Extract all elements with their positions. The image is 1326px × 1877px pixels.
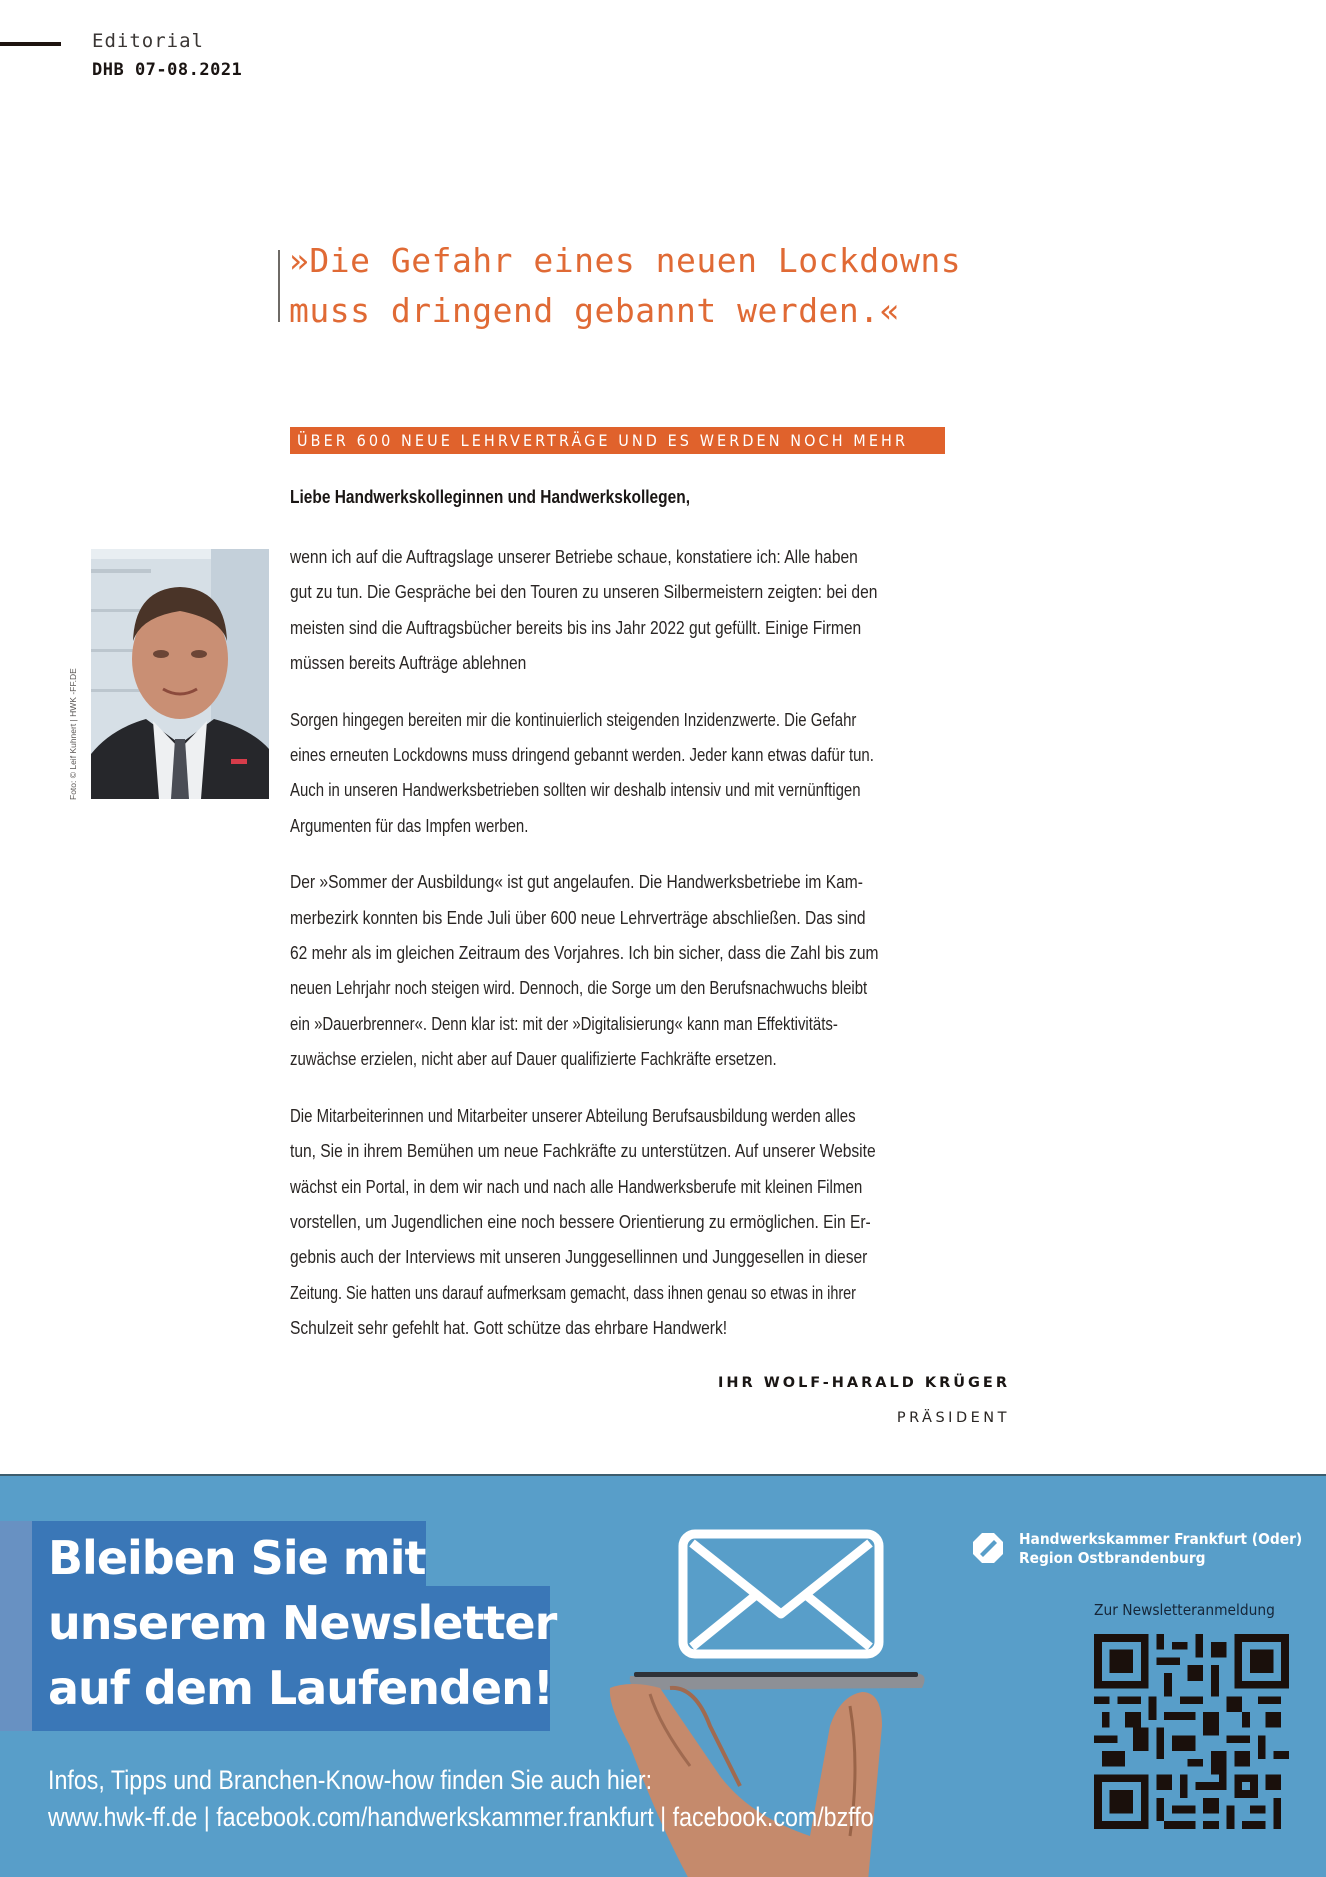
text-line: tun, Sie in ihrem Bemühen um neue Fachkräfte zu unterstützen. Auf unserer Website bbox=[290, 1141, 876, 1162]
pull-quote-line: muss dringend gebannt werden.« bbox=[289, 291, 901, 330]
ad-headline-line: unserem Newsletter bbox=[48, 1596, 557, 1650]
text-line: Argumenten für das Impfen werben. bbox=[290, 815, 529, 836]
portrait-image bbox=[91, 549, 269, 799]
article-body bbox=[290, 540, 1010, 1368]
text-line: ein »Dauerbrenner«. Denn klar ist: mit der »Digitalisierung« kann man Effektivitäts- bbox=[290, 1013, 838, 1034]
qr-code[interactable] bbox=[1094, 1634, 1289, 1829]
ad-links bbox=[48, 1799, 874, 1836]
text-line: zuwächse erzielen, nicht aber auf Dauer qualifizierte Fachkräfte ersetzen. bbox=[290, 1049, 777, 1070]
pull-quote-line: »Die Gefahr eines neuen Lockdowns bbox=[289, 241, 962, 280]
text-line: merbezirk konnten bis Ende Juli über 600 neue Lehrverträge abschließen. Das sind bbox=[290, 907, 866, 928]
link-separator: | bbox=[653, 1802, 673, 1832]
link-separator: | bbox=[197, 1802, 217, 1832]
paragraph bbox=[290, 540, 1010, 682]
link-facebook-bzffo[interactable]: facebook.com/bzffo bbox=[672, 1802, 874, 1832]
ad-headline bbox=[48, 1526, 556, 1721]
text-line: Sorgen hingegen bereiten mir die kontinuierlich steigenden Inzidenzwerte. Die Gefahr bbox=[290, 709, 857, 730]
ad-subline-text: Infos, Tipps und Branchen-Know-how finden Sie auch hier: bbox=[48, 1765, 653, 1795]
text-line: müssen bereits Aufträge ablehnen bbox=[290, 653, 527, 674]
headline-banner: ÜBER 600 NEUE LEHRVERTRÄGE UND ES WERDEN NOCH MEHR bbox=[290, 427, 945, 454]
text-line: meisten sind die Auftragsbücher bereits bis ins Jahr 2022 gut gefüllt. Einige Firmen bbox=[290, 617, 862, 638]
section-label: Editorial bbox=[92, 30, 204, 52]
text-line: vorstellen, um Jugendlichen eine noch bessere Orientierung zu ermöglichen. Ein Er- bbox=[290, 1211, 871, 1232]
pull-quote bbox=[289, 236, 1049, 336]
newsletter-ad[interactable] bbox=[0, 1474, 1326, 1877]
paragraph bbox=[290, 703, 1010, 845]
issue-label: DHB 07-08.2021 bbox=[92, 60, 243, 80]
text-line: eines erneuten Lockdowns muss dringend gebannt werden. Jeder kann etwas dafür tun. bbox=[290, 745, 874, 766]
org-name bbox=[1019, 1530, 1302, 1568]
ad-stripe bbox=[0, 1521, 32, 1731]
signature-title: PRÄSIDENT bbox=[896, 1410, 1010, 1426]
ad-headline-line: auf dem Laufenden! bbox=[48, 1661, 553, 1715]
signature-name: IHR WOLF-HARALD KRÜGER bbox=[718, 1375, 1010, 1391]
link-facebook-hwk[interactable]: facebook.com/handwerkskammer.frankfurt bbox=[216, 1802, 654, 1832]
paragraph bbox=[290, 1099, 1010, 1347]
text-line: Der »Sommer der Ausbildung« ist gut angelaufen. Die Handwerksbetriebe im Kam- bbox=[290, 872, 863, 893]
text-line: Auch in unseren Handwerksbetrieben sollten wir deshalb intensiv und mit vernünftigen bbox=[290, 780, 861, 801]
text-line: 62 mehr als im gleichen Zeitraum des Vorjahres. Ich bin sicher, dass die Zahl bis zum bbox=[290, 943, 879, 964]
envelope-icon bbox=[678, 1529, 884, 1659]
ad-subline bbox=[48, 1762, 874, 1836]
text-line: gebnis auch der Interviews mit unseren Junggesellinnen und Junggesellen in dieser bbox=[290, 1247, 868, 1268]
text-line: gut zu tun. Die Gespräche bei den Touren zu unseren Silbermeistern zeigten: bei den bbox=[290, 582, 878, 603]
text-line: Zeitung. Sie hatten uns darauf aufmerksam gemacht, dass ihnen genau so etwas in ihrer bbox=[290, 1282, 856, 1303]
text-line: wenn ich auf die Auftragslage unserer Betriebe schaue, konstatiere ich: Alle haben bbox=[290, 547, 858, 567]
salutation: Liebe Handwerkskolleginnen und Handwerkskollegen, bbox=[290, 487, 690, 507]
link-website[interactable]: www.hwk-ff.de bbox=[48, 1802, 198, 1832]
text-line: neuen Lehrjahr noch steigen wird. Dennoch, die Sorge um den Berufsnachwuchs bleibt bbox=[290, 978, 868, 999]
text-line: Die Mitarbeiterinnen und Mitarbeiter unserer Abteilung Berufsausbildung werden alles bbox=[290, 1105, 856, 1126]
header-rule bbox=[0, 42, 61, 46]
org-name-line: Handwerkskammer Frankfurt (Oder) bbox=[1019, 1530, 1303, 1548]
author-photo bbox=[91, 549, 269, 799]
photo-credit: Foto: © Leif Kuhnert | HWK -FF.DE bbox=[68, 668, 78, 800]
hwk-logo-icon bbox=[972, 1532, 1004, 1564]
org-name-line: Region Ostbrandenburg bbox=[1019, 1549, 1206, 1567]
text-line: Schulzeit sehr gefehlt hat. Gott schütze das ehrbare Handwerk! bbox=[290, 1318, 728, 1339]
ad-headline-line: Bleiben Sie mit bbox=[48, 1531, 426, 1585]
quote-bar bbox=[278, 250, 280, 322]
text-line: wächst ein Portal, in dem wir nach und nach alle Handwerksberufe mit kleinen Filmen bbox=[290, 1176, 863, 1197]
paragraph bbox=[290, 865, 1010, 1077]
qr-label: Zur Newsletteranmeldung bbox=[1094, 1601, 1275, 1619]
